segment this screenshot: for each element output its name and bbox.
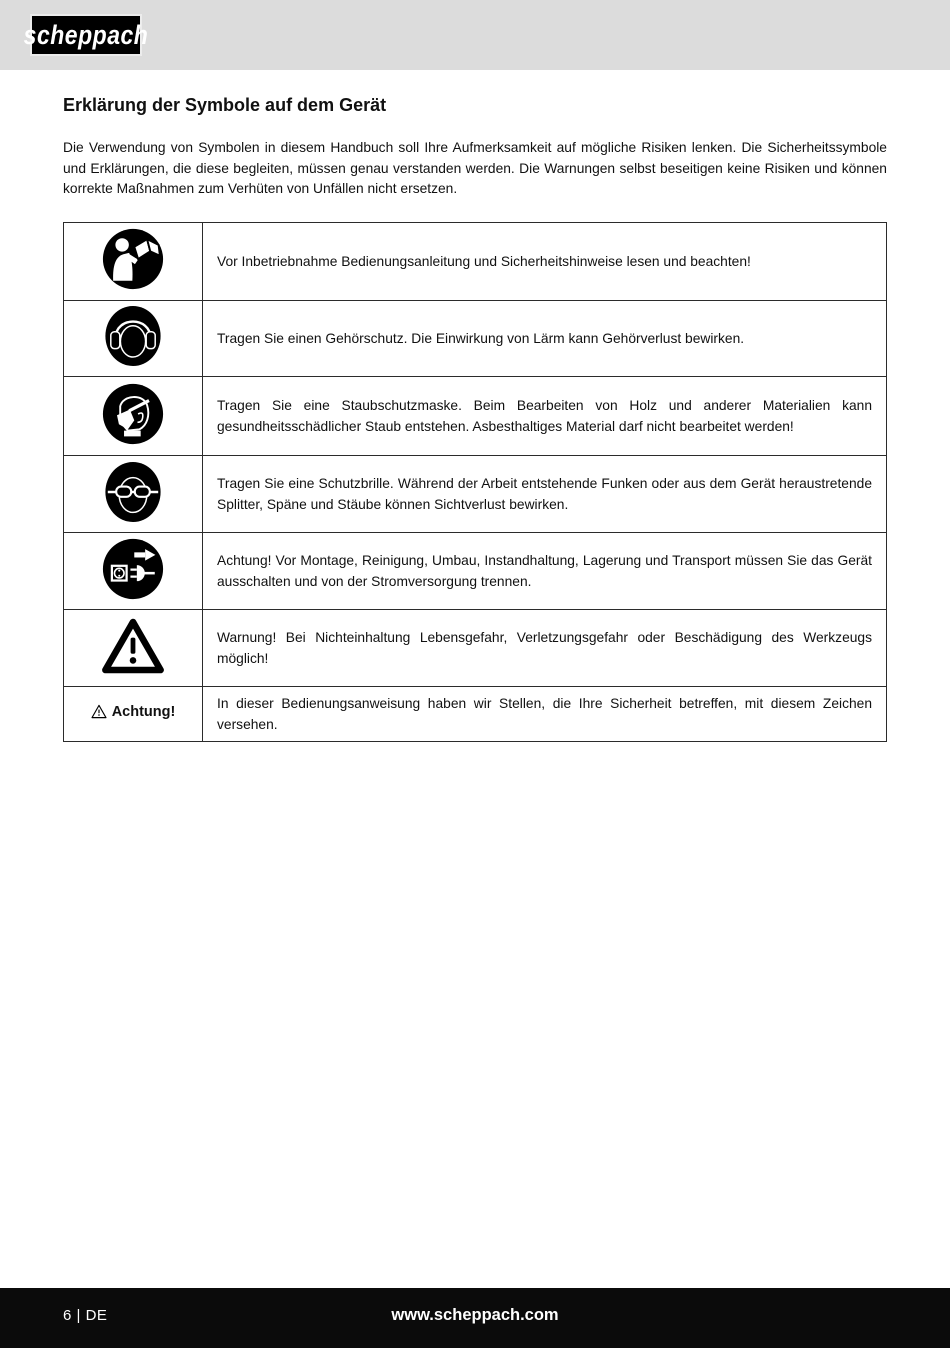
icon-cell: [64, 377, 203, 456]
icon-cell: [64, 223, 203, 301]
icon-cell: [64, 610, 203, 687]
symbol-description: Tragen Sie eine Staubschutzmaske. Beim Bearbeiten von Holz und anderer Materialien kann gesundheitsschädlicher Staub entstehen. Asbesthaltiges Material darf nicht bearbeitet werden!: [203, 377, 887, 456]
logo-text: scheppach: [23, 19, 149, 50]
symbol-description: Achtung! Vor Montage, Reinigung, Umbau, Instandhaltung, Lagerung und Transport müssen Sie das Gerät ausschalten und von der Stromversorgung trennen.: [203, 533, 887, 610]
page-number-label: 6 | DE: [63, 1307, 108, 1324]
table-row: [64, 687, 887, 742]
symbol-description: Warnung! Bei Nichteinhaltung Lebensgefahr, Verletzungsgefahr oder Beschädigung des Werkzeugs möglich!: [203, 610, 887, 687]
attention-label: [91, 704, 176, 720]
icon-cell: [64, 533, 203, 610]
attention-triangle-icon: [91, 704, 107, 719]
symbol-description: In dieser Bedienungsanweisung haben wir Stellen, die Ihre Sicherheit betreffen, mit diesem Zeichen versehen.: [203, 687, 887, 742]
symbol-description: Vor Inbetriebnahme Bedienungsanleitung und Sicherheitshinweise lesen und beachten!: [203, 223, 887, 301]
scheppach-logo: [23, 14, 149, 56]
table-row: [64, 301, 887, 377]
footer-bar: [0, 1288, 950, 1348]
table-row: [64, 610, 887, 687]
table-row: [64, 377, 887, 456]
table-row: [64, 456, 887, 533]
attention-label-text: Achtung!: [111, 703, 176, 720]
table-row: [64, 223, 887, 301]
header-band: [0, 0, 950, 70]
website-link[interactable]: www.scheppach.com: [391, 1306, 559, 1324]
disconnect-plug-icon: [101, 537, 165, 601]
intro-paragraph: Die Verwendung von Symbolen in diesem Handbuch soll Ihre Aufmerksamkeit auf mögliche Risiken lenken. Die Sicherheitssymbole und Erklärungen, die diese begleiten, müssen genau verstanden werden. Die Warnungen selbst beseitigen keine Risiken und können korrekte Maßnahmen zum Verhüten von Unfällen nicht ersetzen.: [63, 140, 887, 196]
page-title: Erklärung der Symbole auf dem Gerät: [63, 95, 387, 115]
symbol-table: [63, 222, 887, 742]
dust-mask-icon: [101, 382, 165, 446]
symbol-description: Tragen Sie einen Gehörschutz. Die Einwirkung von Lärm kann Gehörverlust bewirken.: [203, 301, 887, 377]
icon-cell: [64, 301, 203, 377]
symbol-description: Tragen Sie eine Schutzbrille. Während der Arbeit entstehende Funken oder aus dem Gerät heraustretende Splitter, Späne und Stäube können Sichtverlust bewirken.: [203, 456, 887, 533]
icon-cell: [64, 687, 203, 742]
ear-protection-icon: [103, 304, 163, 368]
safety-goggles-icon: [103, 460, 163, 524]
icon-cell: [64, 456, 203, 533]
warning-triangle-icon: [100, 616, 166, 676]
table-row: [64, 533, 887, 610]
read-manual-icon: [101, 227, 165, 291]
